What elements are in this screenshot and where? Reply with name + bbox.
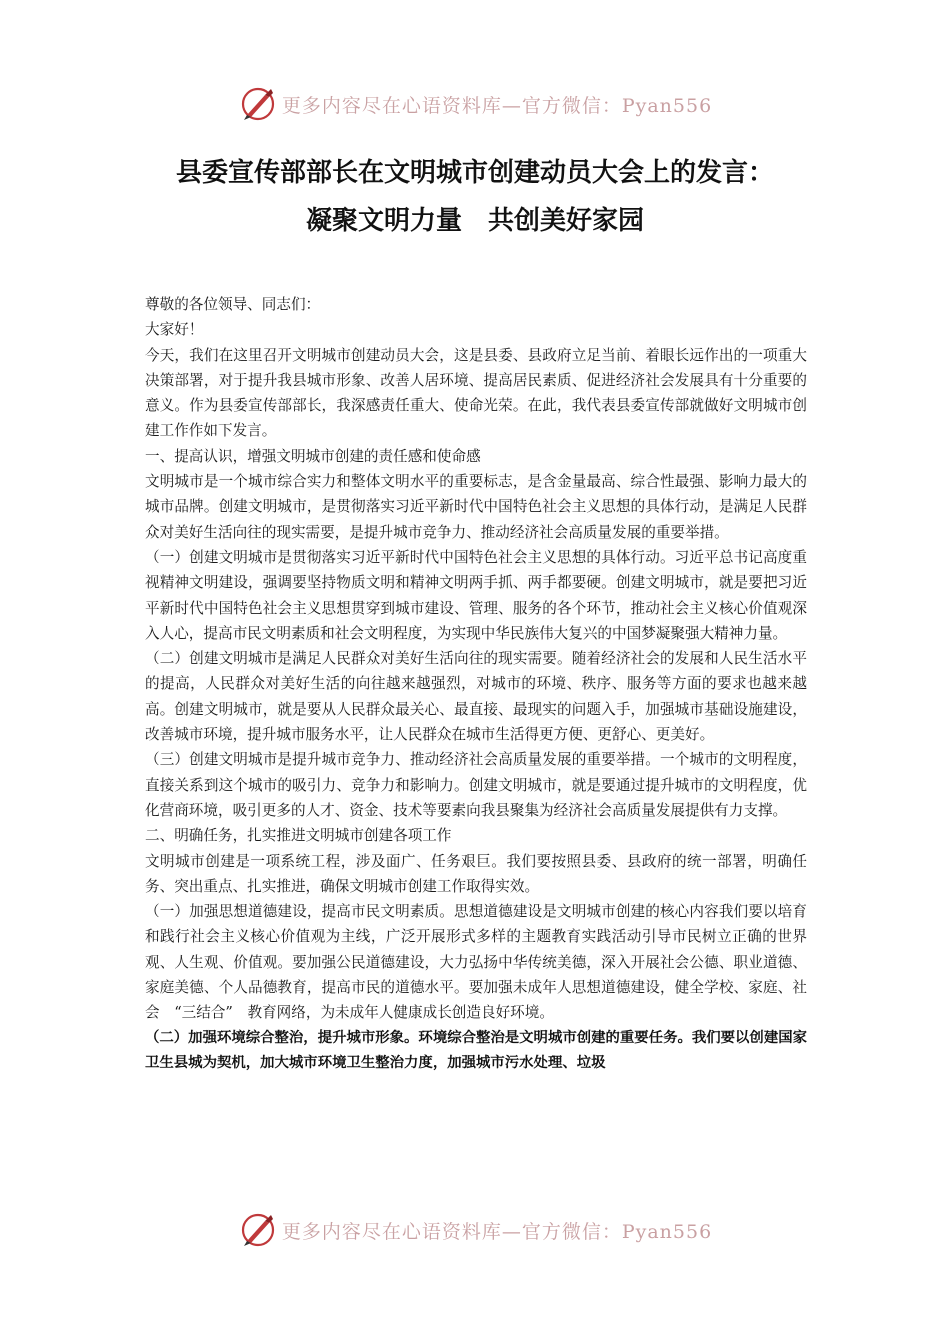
salutation: 尊敬的各位领导、同志们： — [145, 296, 321, 313]
paragraph: （三）创建文明城市是提升城市竞争力、推动经济社会高质量发展的重要举措。一个城市的文明程度，直接关系到这个城市的吸引力、竞争力和影响力。创建文明城市，就是要通过提升城市的文明程度，优化营商环境，吸引更多的人才、资金、技术等要素向我县聚集为经济社会高质量发展提供有力支撑。 — [145, 751, 807, 819]
header-banner — [0, 82, 950, 126]
section-heading: 二、明确任务，扎实推进文明城市创建各项工作 — [145, 827, 452, 845]
pen-logo-icon — [238, 84, 278, 124]
paragraph: （一）创建文明城市是贯彻落实习近平新时代中国特色社会主义思想的具体行动。习近平总书记高度重视精神文明建设，强调要坚持物质文明和精神文明两手抓、两手都要硬。创建文明城市，就是要把习近平新时代中国特色社会主义思想贯穿到城市建设、管理、服务的各个环节，推动社会主义核心价值观深入人心，提高市民文明素质和社会文明程度，为实现中华民族伟大复兴的中国梦凝聚强大精神力量。 — [145, 548, 807, 642]
greeting: 大家好！ — [145, 321, 204, 339]
footer-banner — [0, 1208, 950, 1252]
document-title-line-1: 县委宣传部部长在文明城市创建动员大会上的发言： — [175, 158, 774, 188]
paragraph: 文明城市是一个城市综合实力和整体文明水平的重要标志，是含金量最高、综合性最强、影响力最大的城市品牌。创建文明城市，是贯彻落实习近平新时代中国特色社会主义思想的具体行动，是满足人民群众对美好生活向往的现实需要，是提升城市竞争力、推动经济社会高质量发展的重要举措。 — [145, 473, 807, 541]
paragraph: 今天，我们在这里召开文明城市创建动员大会，这是县委、县政府立足当前、着眼长远作出的一项重大决策部署，对于提升我县城市形象、改善人居环境、提高居民素质、促进经济社会发展具有十分重要的意义。作为县委宣传部部长，我深感责任重大、使命光荣。在此，我代表县委宣传部就做好文明城市创建工作作如下发言。 — [145, 346, 807, 440]
paragraph: （二）创建文明城市是满足人民群众对美好生活向往的现实需要。随着经济社会的发展和人民生活水平的提高，人民群众对美好生活的向往越来越强烈，对城市的环境、秩序、服务等方面的要求也越来越高。创建文明城市，就是要从人民群众最关心、最直接、最现实的问题入手，加强城市基础设施建设，改善城市环境，提升城市服务水平，让人民群众在城市生活得更方便、更舒心、更美好。 — [145, 650, 807, 744]
section-heading: 一、提高认识，增强文明城市创建的责任感和使命感 — [145, 447, 481, 465]
paragraph: 文明城市创建是一项系统工程，涉及面广、任务艰巨。我们要按照县委、县政府的统一部署，明确任务、突出重点、扎实推进，确保文明城市创建工作取得实效。 — [145, 852, 807, 895]
document-body — [145, 292, 807, 1077]
pen-logo-icon — [238, 1210, 278, 1250]
banner-text: 更多内容尽在心语资料库—官方微信：Pyan556 — [281, 1220, 713, 1243]
banner-text: 更多内容尽在心语资料库—官方微信：Pyan556 — [281, 94, 713, 117]
paragraph: （一）加强思想道德建设，提高市民文明素质。思想道德建设是文明城市创建的核心内容我们要以培育和践行社会主义核心价值观为主线，广泛开展形式多样的主题教育实践活动引导市民树立正确的世界观、人生观、价值观。要加强公民道德建设，大力弘扬中华传统美德，深入开展社会公德、职业道德、家庭美德、个人品德教育，提高市民的道德水平。要加强未成年人思想道德建设，健全学校、家庭、社会 “三结合” 教育网络，为未成年人健康成长创造良好环境。 — [145, 903, 807, 1022]
paragraph-bold: （二）加强环境综合整治，提升城市形象。环境综合整治是文明城市创建的重要任务。我们要以创建国家卫生县城为契机，加大城市环境卫生整治力度，加强城市污水处理、垃圾 — [145, 1029, 807, 1072]
document-title-line-2: 凝聚文明力量 共创美好家园 — [305, 206, 644, 236]
